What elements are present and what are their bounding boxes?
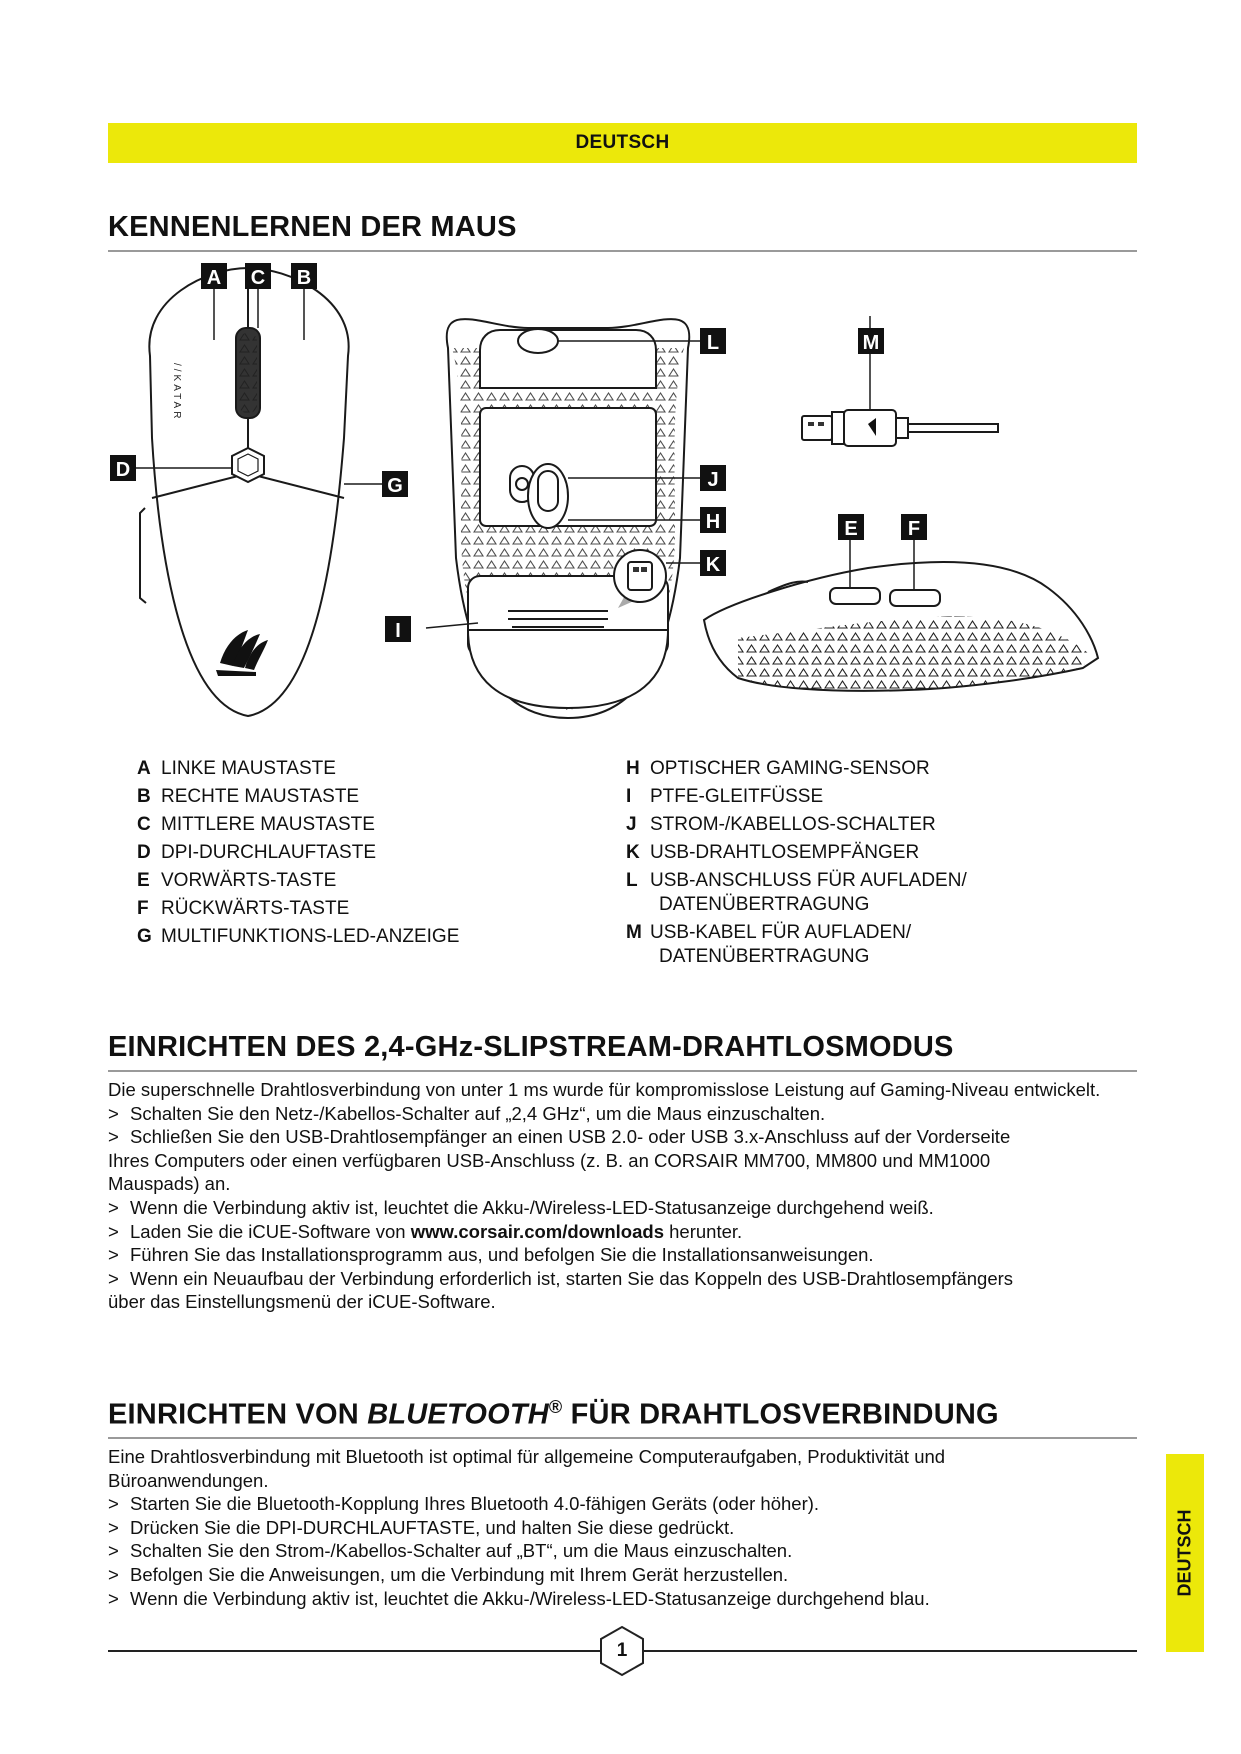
legend-item: G MULTIFUNKTIONS-LED-ANZEIGE — [137, 926, 460, 947]
svg-text:I: I — [395, 620, 401, 642]
callout-b — [291, 263, 317, 289]
language-header-label: DEUTSCH — [575, 132, 670, 153]
callout-k — [700, 550, 726, 576]
callout-e — [838, 514, 864, 540]
legend-item: B RECHTE MAUSTASTE — [137, 786, 360, 807]
language-header-bar — [108, 123, 1137, 163]
section-divider — [108, 1437, 1137, 1439]
svg-text:A: A — [206, 267, 222, 289]
legend-item: J STROM-/KABELLOS-SCHALTER — [626, 814, 936, 835]
callout-i — [385, 616, 411, 642]
callout-g — [382, 471, 408, 497]
callout-l — [700, 328, 726, 354]
instruction-step: > Wenn die Verbindung aktiv ist, leuchtet die Akku-/Wireless-LED-Statusanzeige durchgehend weiß. — [108, 1196, 934, 1218]
callout-m — [858, 328, 884, 354]
svg-text:C: C — [250, 267, 266, 289]
svg-text:K: K — [705, 554, 721, 576]
instruction-step: > Schalten Sie den Netz-/Kabellos-Schalter auf „2,4 GHz“, um die Maus einzuschalten. — [108, 1102, 826, 1124]
instruction-step: > Wenn ein Neuaufbau der Verbindung erforderlich ist, starten Sie das Koppeln des USB-Drahtlosempfängers — [108, 1267, 1014, 1289]
section-divider — [108, 250, 1137, 252]
instruction-step: > Schließen Sie den USB-Drahtlosempfänger an einen USB 2.0- oder USB 3.x-Anschluss auf der Vorderseite — [108, 1126, 1011, 1148]
instruction-step: > Befolgen Sie die Anweisungen, um die Verbindung mit Ihrem Gerät herzustellen. — [108, 1563, 789, 1585]
usb-cable — [802, 316, 998, 446]
mouse-diagram — [108, 258, 1137, 728]
mouse-bottom-view — [447, 319, 690, 718]
svg-text:D: D — [115, 459, 131, 481]
footer-rule-left — [108, 1650, 600, 1652]
instruction-step-continued: über das Einstellungsmenü der iCUE-Software. — [108, 1291, 496, 1313]
mouse-side-view — [704, 540, 1098, 691]
instruction-step-continued: Mauspads) an. — [108, 1173, 231, 1195]
legend-item: C MITTLERE MAUSTASTE — [137, 814, 375, 835]
instruction-step-continued: Ihres Computers oder einen verfügbaren USB-Anschluss (z. B. an CORSAIR MM700, MM800 und MM1000 — [108, 1149, 991, 1171]
section-title-mouse-overview: KENNENLERNEN DER MAUS — [108, 211, 517, 243]
section-divider — [108, 1070, 1137, 1072]
instruction-step: > Starten Sie die Bluetooth-Kopplung Ihres Bluetooth 4.0-fähigen Geräts (oder höher). — [108, 1493, 820, 1515]
svg-text:E: E — [844, 518, 858, 540]
callout-f — [901, 514, 927, 540]
callout-j — [700, 465, 726, 491]
bluetooth-intro: Eine Drahtlosverbindung mit Bluetooth ist optimal für allgemeine Computeraufgaben, Produktivität und Büroanwendungen. — [108, 1446, 946, 1491]
callout-a — [201, 263, 227, 289]
slipstream-intro: Die superschnelle Drahtlosverbindung von unter 1 ms wurde für kompromisslose Leistung auf Gaming-Niveau entwickelt. — [108, 1079, 1101, 1100]
legend-item: A LINKE MAUSTASTE — [137, 758, 336, 779]
instruction-step: > Führen Sie das Installationsprogramm aus, und befolgen Sie die Installationsanweisungen. — [108, 1244, 874, 1266]
section-title-slipstream: EINRICHTEN DES 2,4-GHz-SLIPSTREAM-DRAHTLOSMODUS — [108, 1031, 954, 1063]
legend-item: D DPI-DURCHLAUFTASTE — [137, 842, 376, 863]
footer-rule-right — [644, 1650, 1137, 1652]
instruction-step: > Wenn die Verbindung aktiv ist, leuchtet die Akku-/Wireless-LED-Statusanzeige durchgehend blau. — [108, 1587, 930, 1609]
slipstream-instructions — [108, 1078, 1108, 1314]
legend-item: H OPTISCHER GAMING-SENSOR — [626, 758, 930, 779]
instruction-step: > Drücken Sie die DPI-DURCHLAUFTASTE, und halten Sie diese gedrückt. — [108, 1516, 735, 1538]
instruction-step: > Laden Sie die iCUE-Software von www.corsair.com/downloads herunter. — [108, 1220, 743, 1242]
callout-d — [110, 455, 136, 481]
legend-right — [626, 755, 967, 969]
side-tab-label: DEUTSCH — [1174, 1509, 1195, 1597]
legend-item: L USB-ANSCHLUSS FÜR AUFLADEN/ DATENÜBERTRAGUNG — [626, 870, 967, 915]
legend-item: K USB-DRAHTLOSEMPFÄNGER — [626, 842, 920, 863]
legend-item: I PTFE-GLEITFÜSSE — [626, 786, 824, 807]
svg-text:L: L — [706, 332, 720, 354]
svg-text:B: B — [296, 267, 312, 289]
downloads-link[interactable]: www.corsair.com/downloads — [410, 1220, 664, 1242]
svg-text:M: M — [862, 332, 880, 354]
bluetooth-instructions — [108, 1445, 1108, 1610]
callout-c — [245, 263, 271, 289]
mouse-top-view — [140, 268, 349, 716]
legend-item: F RÜCKWÄRTS-TASTE — [137, 898, 350, 919]
svg-text:H: H — [705, 511, 721, 533]
callout-h — [700, 507, 726, 533]
legend-item: E VORWÄRTS-TASTE — [137, 870, 337, 891]
svg-text:G: G — [387, 475, 403, 497]
language-side-tab — [1166, 1454, 1204, 1652]
instruction-step: > Schalten Sie den Strom-/Kabellos-Schalter auf „BT“, um die Maus einzuschalten. — [108, 1540, 793, 1562]
svg-text:F: F — [907, 518, 921, 540]
section-title-bluetooth: EINRICHTEN VON BLUETOOTH® FÜR DRAHTLOSVERBINDUNG — [108, 1397, 999, 1431]
legend-item: M USB-KABEL FÜR AUFLADEN/ DATENÜBERTRAGUNG — [626, 922, 912, 967]
legend-left — [137, 755, 459, 951]
mouse-logo-text: //KATAR — [171, 363, 182, 422]
svg-text:J: J — [707, 469, 719, 491]
page-number: 1 — [616, 1640, 628, 1661]
